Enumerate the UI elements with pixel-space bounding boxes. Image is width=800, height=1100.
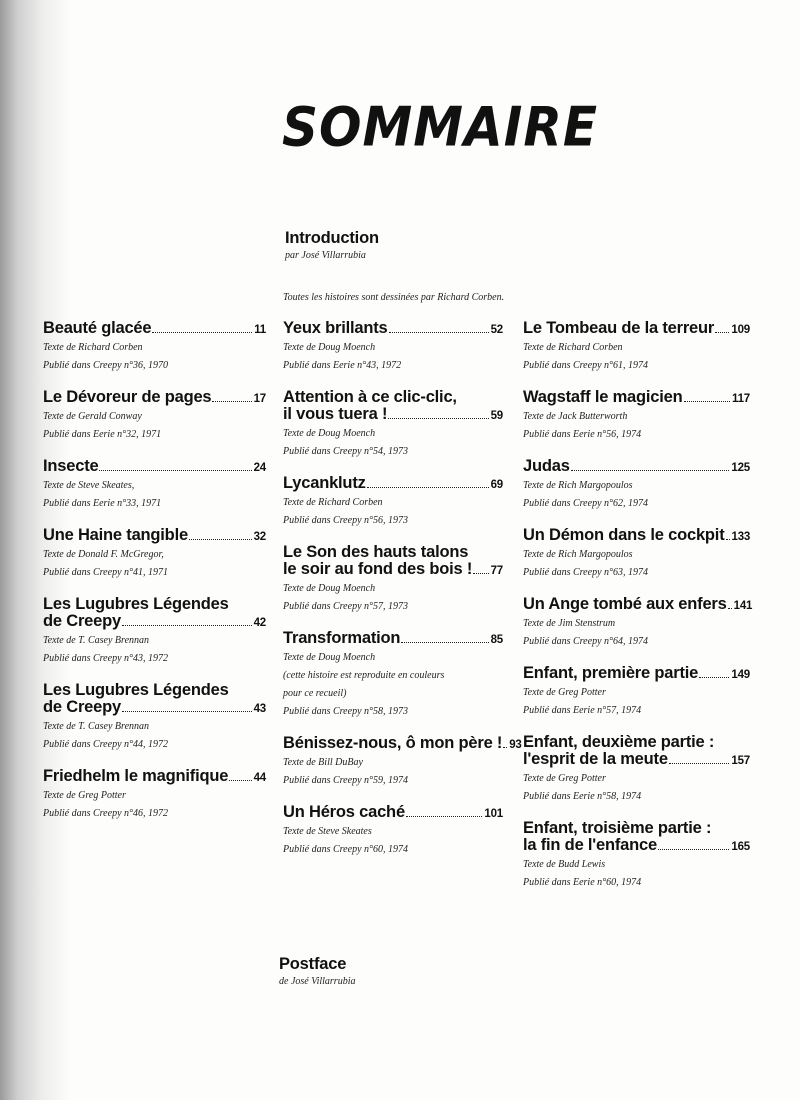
entry-title-row [43, 613, 266, 632]
entry-detail: Publié dans Creepy n°56, 1973 [283, 515, 408, 526]
entry-title-row [283, 320, 503, 339]
entry-detail: Texte de Budd Lewis [523, 859, 606, 870]
entry-detail: Texte de T. Casey Brennan [43, 721, 150, 732]
dot-leader [152, 332, 252, 333]
entry-title: Un Démon dans le cockpit [523, 526, 725, 544]
page-number: 43 [253, 703, 266, 715]
dot-leader [122, 625, 252, 626]
entry-title-row [283, 630, 503, 649]
entry-detail: Texte de Doug Moench [283, 652, 376, 663]
dot-leader [728, 608, 732, 609]
toc-entry[interactable] [523, 665, 750, 720]
entry-title-row [283, 734, 522, 754]
entry-detail: Texte de Greg Potter [43, 790, 126, 801]
postface-section [279, 956, 355, 991]
entry-title: Le Tombeau de la terreur [523, 319, 715, 337]
entry-detail: Publié dans Eerie n°57, 1974 [523, 705, 642, 716]
toc-entry[interactable] [283, 389, 503, 461]
toc-entry[interactable] [523, 458, 750, 513]
entry-detail: Publié dans Eerie n°32, 1971 [43, 429, 162, 440]
entry-title: Transformation [283, 629, 401, 647]
dot-leader [122, 711, 252, 712]
entry-detail: Texte de Doug Moench [283, 428, 376, 439]
dot-leader [473, 573, 488, 574]
entry-detail: Publié dans Creepy n°61, 1974 [523, 360, 648, 371]
entry-detail: Texte de Doug Moench [283, 342, 376, 353]
entry-detail: Texte de Jack Butterworth [523, 411, 628, 422]
entry-title-row [43, 389, 266, 408]
toc-entry[interactable] [283, 804, 503, 859]
page-number: 52 [490, 324, 503, 336]
entry-title-row [523, 458, 750, 477]
page-number: 157 [731, 755, 750, 767]
page-number: 133 [731, 531, 751, 543]
entry-title-row [43, 768, 266, 787]
entry-title-row [283, 406, 503, 425]
entry-detail: Texte de Steve Skeates, [43, 480, 135, 491]
dot-leader [406, 816, 482, 817]
entry-detail: Publié dans Creepy n°43, 1972 [43, 653, 168, 664]
illustration-note: Toutes les histoires sont dessinées par Richard Corben. [283, 292, 505, 303]
dot-leader [726, 539, 730, 540]
page-number: 125 [731, 462, 750, 474]
entry-title: Judas [523, 457, 570, 475]
entry-title: Bénissez-nous, ô mon père ! [283, 734, 503, 752]
entry-title-line: Enfant, troisième partie : [523, 819, 712, 837]
page-number: 32 [253, 531, 266, 543]
entry-detail: Texte de Rich Margopoulos [523, 549, 633, 560]
entry-detail: Texte de T. Casey Brennan [43, 635, 150, 646]
toc-column-3 [523, 319, 753, 892]
entry-title: Beauté glacée [43, 319, 152, 337]
dot-leader [658, 849, 729, 850]
entry-detail: Publié dans Creepy n°54, 1973 [283, 446, 408, 457]
entry-title-row [523, 665, 750, 684]
entry-detail: Texte de Steve Skeates [283, 826, 372, 837]
toc-entry[interactable] [523, 595, 753, 651]
page-number: 11 [254, 324, 266, 336]
dot-leader [189, 539, 252, 540]
dot-leader [715, 332, 729, 333]
toc-entry[interactable] [283, 475, 503, 530]
dot-leader [229, 780, 251, 781]
entry-title-row [523, 527, 750, 546]
entry-detail: Publié dans Creepy n°64, 1974 [523, 636, 648, 647]
entry-title-row [43, 320, 266, 339]
toc-entry[interactable] [523, 820, 750, 892]
page-number: 109 [731, 324, 750, 336]
toc-entry[interactable] [43, 527, 266, 582]
entry-title-row [43, 458, 266, 477]
entry-detail: Publié dans Creepy n°57, 1973 [283, 601, 408, 612]
toc-entry[interactable] [523, 389, 750, 444]
entry-detail: Texte de Jim Stenstrum [523, 618, 616, 629]
dot-leader [571, 470, 730, 471]
entry-detail: Texte de Greg Potter [523, 687, 606, 698]
dot-leader [503, 747, 507, 748]
page-number: 77 [490, 565, 503, 577]
entry-title: Enfant, première partie [523, 664, 699, 682]
entry-title-line: Le Son des hauts talons [283, 543, 469, 561]
entry-title: Une Haine tangible [43, 526, 188, 544]
entry-title-line: Les Lugubres Légendes [43, 595, 229, 613]
dot-leader [388, 418, 488, 419]
toc-entry[interactable] [283, 734, 522, 790]
entry-detail: Texte de Greg Potter [523, 773, 606, 784]
entry-title: Yeux brillants [283, 319, 388, 337]
dot-leader [669, 763, 730, 764]
entry-detail: Texte de Donald F. McGregor, [43, 549, 164, 560]
entry-detail: Publié dans Creepy n°62, 1974 [523, 498, 648, 509]
entry-title: Friedhelm le magnifique [43, 767, 229, 785]
entry-title-row [283, 804, 503, 823]
entry-detail: Publié dans Creepy n°58, 1973 [283, 706, 408, 717]
page-number: 93 [509, 739, 522, 751]
toc-entry[interactable] [43, 320, 266, 375]
entry-detail: Texte de Richard Corben [43, 342, 143, 353]
entry-detail: Publié dans Creepy n°46, 1972 [43, 808, 168, 819]
page-number: 17 [253, 393, 266, 405]
entry-title: Lycanklutz [283, 474, 366, 492]
page-number: 141 [733, 600, 753, 612]
entry-title-line: Enfant, deuxième partie : [523, 733, 715, 751]
toc-entry[interactable] [43, 768, 266, 823]
entry-title-row [283, 561, 503, 580]
entry-title: Le Dévoreur de pages [43, 388, 212, 406]
dot-leader [389, 332, 489, 333]
entry-detail: Publié dans Eerie n°56, 1974 [523, 429, 642, 440]
page-title: SOMMAIRE [282, 95, 598, 159]
entry-detail: pour ce recueil) [283, 688, 347, 699]
entry-title: Un Héros caché [283, 803, 405, 821]
entry-detail: Publié dans Creepy n°36, 1970 [43, 360, 168, 371]
entry-title: de Creepy [43, 698, 121, 716]
toc-entry[interactable] [43, 389, 266, 444]
entry-title: il vous tuera ! [283, 405, 388, 423]
entry-title: Insecte [43, 457, 99, 475]
dot-leader [367, 487, 489, 488]
entry-title: Un Ange tombé aux enfers [523, 595, 727, 613]
toc-entry[interactable] [43, 682, 266, 754]
entry-title: de Creepy [43, 612, 121, 630]
toc-entry[interactable] [43, 458, 266, 513]
page-number: 101 [484, 808, 503, 820]
toc-entry[interactable] [523, 734, 750, 806]
page-number: 117 [732, 393, 750, 405]
entry-title: la fin de l'enfance [523, 836, 657, 854]
entry-detail: Texte de Gerald Conway [43, 411, 142, 422]
introduction-heading: Introduction [285, 229, 379, 247]
entry-title-line: Les Lugubres Légendes [43, 681, 229, 699]
entry-title-row [523, 837, 750, 856]
entry-detail: Publié dans Eerie n°33, 1971 [43, 498, 162, 509]
postface-heading: Postface [279, 955, 347, 973]
entry-detail: Publié dans Creepy n°41, 1971 [43, 567, 168, 578]
entry-title-row [43, 699, 266, 718]
entry-title-row [283, 475, 503, 494]
toc-column-1 [43, 320, 266, 823]
entry-detail: Publié dans Eerie n°60, 1974 [523, 877, 642, 888]
entry-detail: Publié dans Creepy n°60, 1974 [283, 844, 408, 855]
toc-entry[interactable] [523, 527, 750, 582]
entry-detail: Texte de Richard Corben [523, 342, 623, 353]
entry-detail: Publié dans Eerie n°58, 1974 [523, 791, 642, 802]
page-number: 42 [253, 617, 266, 629]
page-number: 59 [490, 410, 503, 422]
entry-detail: Publié dans Eerie n°43, 1972 [283, 360, 402, 371]
entry-title-row [523, 320, 750, 339]
entry-title-line: Attention à ce clic-clic, [283, 388, 457, 406]
toc-entry[interactable] [283, 320, 503, 375]
entry-detail: (cette histoire est reproduite en couleurs [283, 670, 445, 681]
entry-detail: Texte de Doug Moench [283, 583, 376, 594]
toc-column-2 [283, 319, 522, 859]
dot-leader [212, 401, 251, 402]
page-number: 69 [490, 479, 503, 491]
page-number: 165 [731, 841, 750, 853]
entry-detail: Publié dans Creepy n°44, 1972 [43, 739, 168, 750]
entry-detail: Texte de Richard Corben [283, 497, 383, 508]
entry-detail: Publié dans Creepy n°59, 1974 [283, 775, 408, 786]
entry-title-row [523, 389, 750, 408]
dot-leader [99, 470, 251, 471]
entry-detail: Texte de Bill DuBay [283, 757, 363, 768]
entry-title-row [523, 595, 753, 615]
entry-title-row [523, 751, 750, 770]
page-number: 44 [253, 772, 266, 784]
postface-byline: de José Villarrubia [279, 976, 356, 987]
page-number: 85 [490, 634, 503, 646]
toc-entry[interactable] [283, 544, 503, 616]
page-number: 24 [253, 462, 266, 474]
dot-leader [401, 642, 488, 643]
page-number: 149 [731, 669, 750, 681]
dot-leader [684, 401, 731, 402]
entry-title: Wagstaff le magicien [523, 388, 683, 406]
introduction-byline: par José Villarrubia [285, 250, 366, 261]
toc-entry[interactable] [43, 596, 266, 668]
introduction-section [285, 230, 379, 265]
entry-title: le soir au fond des bois ! [283, 560, 473, 578]
entry-title-row [43, 527, 266, 546]
toc-entry[interactable] [283, 630, 503, 721]
toc-entry[interactable] [523, 320, 750, 375]
entry-detail: Publié dans Creepy n°63, 1974 [523, 567, 648, 578]
entry-title: l'esprit de la meute [523, 750, 668, 768]
dot-leader [699, 677, 729, 678]
entry-detail: Texte de Rich Margopoulos [523, 480, 633, 491]
